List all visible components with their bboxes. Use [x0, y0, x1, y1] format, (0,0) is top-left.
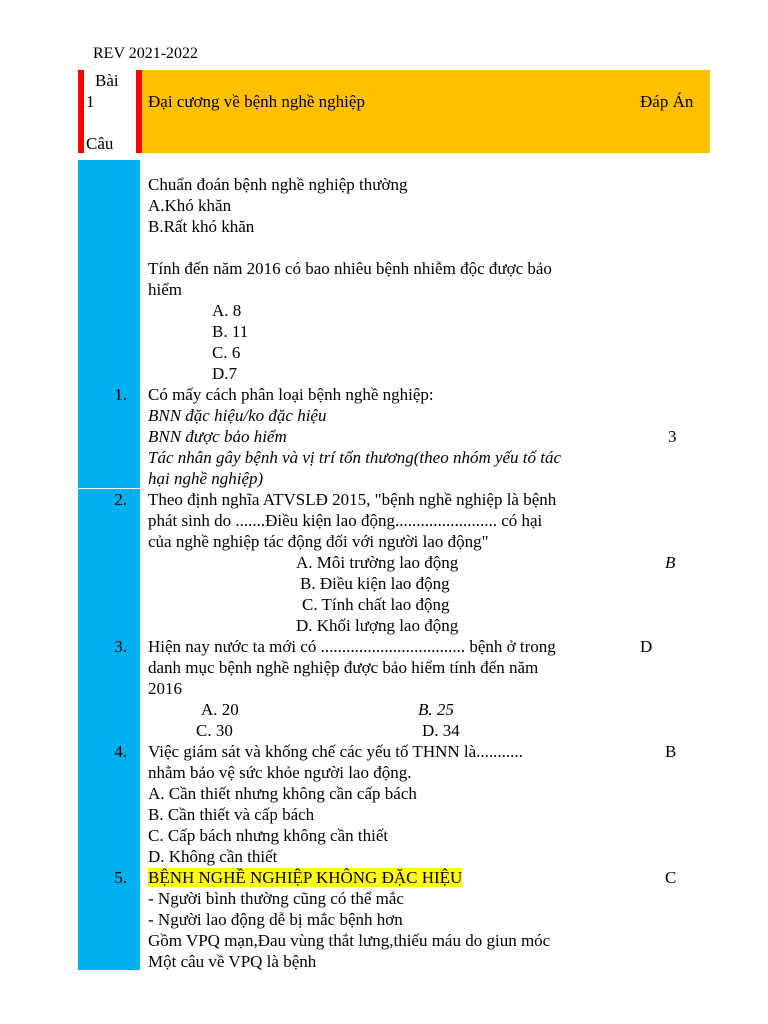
- question-text: nhằm bảo vệ sức khỏe người lao động.: [148, 763, 412, 782]
- answer-value: 3: [668, 427, 677, 446]
- intro-question-b-option: D.7: [212, 364, 238, 383]
- question-text: Gồm VPQ mạn,Đau vùng thắt lưng,thiếu máu do giun móc: [148, 931, 551, 950]
- question-text: phát sinh do .......Điều kiện lao động........................ có hại: [148, 511, 543, 530]
- header-topic: Đại cương về bệnh nghề nghiệp: [148, 92, 365, 111]
- question-number-column: [78, 160, 140, 970]
- question-option: C. Tính chất lao động: [302, 595, 450, 614]
- question-text: danh mục bệnh nghề nghiệp được bảo hiểm tính đến năm: [148, 658, 539, 677]
- question-option: D. 34: [422, 721, 460, 740]
- question-number: 1.: [114, 385, 127, 404]
- question-text: Việc giám sát và khống chế các yếu tố THNN là...........: [148, 742, 523, 761]
- header-bai-label: Bài: [95, 71, 119, 90]
- question-option: A. 20: [201, 700, 239, 719]
- intro-question-b: hiểm: [148, 280, 182, 299]
- question-number: 4.: [114, 742, 127, 761]
- question-option: D. Khối lượng lao động: [296, 616, 459, 635]
- question-text: D. Không cần thiết: [148, 847, 278, 866]
- answer-value: B: [665, 742, 677, 761]
- question-text: Một câu về VPQ là bệnh: [148, 952, 317, 971]
- question-option: B. Điều kiện lao động: [300, 574, 450, 593]
- highlighted-heading-text: BỆNH NGHỀ NGHIỆP KHÔNG ĐẶC HIỆU: [148, 868, 463, 887]
- question-text: Có mấy cách phân loại bệnh nghề nghiệp:: [148, 385, 434, 404]
- answer-value: C: [665, 868, 677, 887]
- intro-question-b: Tính đến năm 2016 có bao nhiêu bệnh nhiễm độc được bảo: [148, 259, 552, 278]
- question-number: 2.: [114, 490, 127, 509]
- question-text: Tác nhân gây bệnh và vị trí tổn thương(theo nhóm yếu tố tác: [148, 448, 562, 467]
- question-text: C. Cấp bách nhưng không cần thiết: [148, 826, 389, 845]
- question-text: hại nghề nghiệp): [148, 469, 264, 488]
- question-text: - Người bình thường cũng có thể mắc: [148, 889, 404, 908]
- question-text: BNN được bảo hiểm: [148, 427, 287, 446]
- header-bai-number: 1: [86, 92, 95, 111]
- answer-value: B: [665, 553, 676, 572]
- header-answer-label: Đáp Án: [640, 92, 694, 111]
- question-text: Theo định nghĩa ATVSLĐ 2015, "bệnh nghề nghiệp là bệnh: [148, 490, 557, 509]
- intro-question-b-option: A. 8: [212, 301, 242, 320]
- document-title: REV 2021-2022: [93, 45, 199, 62]
- answer-value: D: [640, 637, 653, 656]
- question-option: C. 30: [196, 721, 233, 740]
- intro-question-b-option: B. 11: [212, 322, 249, 341]
- question-text: Hiện nay nước ta mới có .................................. bệnh ở trong: [148, 637, 556, 656]
- question-option: B. 25: [418, 700, 454, 719]
- intro-question-a-option: B.Rất khó khăn: [148, 217, 255, 236]
- question-text: - Người lao động dễ bị mắc bệnh hơn: [148, 910, 403, 929]
- intro-question-b-option: C. 6: [212, 343, 241, 362]
- intro-question-a: Chuẩn đoán bệnh nghề nghiệp thường: [148, 175, 408, 194]
- question-text: A. Cần thiết nhưng không cần cấp bách: [148, 784, 417, 803]
- red-border-left: [78, 70, 84, 153]
- question-number: 3.: [114, 637, 127, 656]
- intro-question-a-option: A.Khó khăn: [148, 196, 232, 215]
- highlighted-heading: [148, 867, 462, 888]
- question-text: B. Cần thiết và cấp bách: [148, 805, 315, 824]
- question-text: 2016: [148, 679, 182, 698]
- header-cau-label: Câu: [86, 134, 114, 153]
- question-number: 5.: [114, 868, 127, 887]
- question-option: A. Môi trường lao động: [296, 553, 459, 572]
- question-text: BNN đặc hiệu/ko đặc hiệu: [148, 406, 327, 425]
- question-text: của nghề nghiệp tác động đối với người lao động": [148, 532, 489, 551]
